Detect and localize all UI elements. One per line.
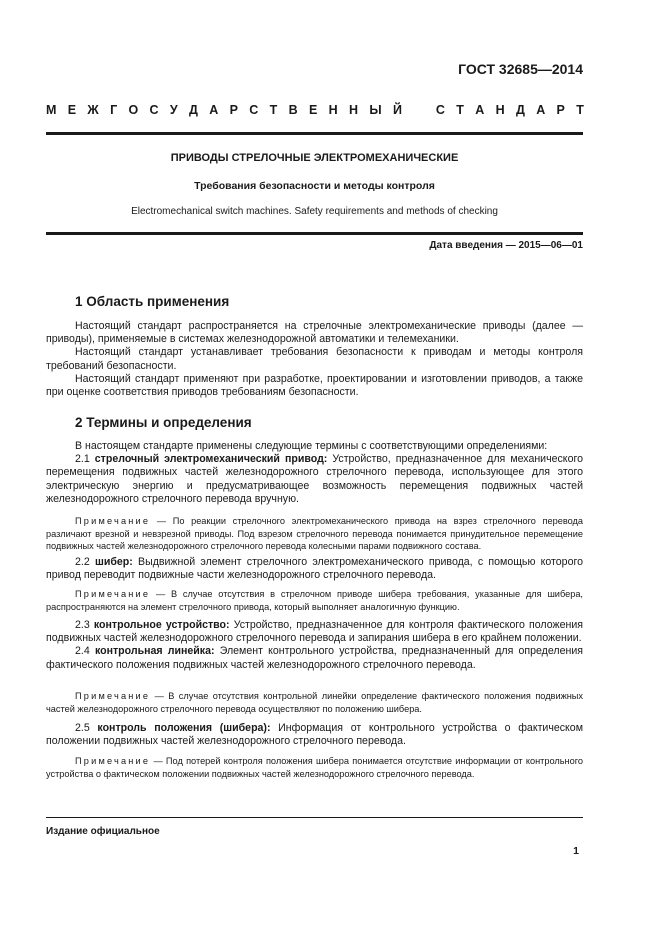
standard-code: ГОСТ 32685—2014: [458, 61, 583, 77]
term-name: контроль положения (шибера):: [97, 722, 271, 734]
page-number: 1: [573, 845, 579, 857]
banner-letter: Ж: [87, 103, 99, 117]
note-label: Примечание: [75, 691, 151, 701]
banner-letter: Д: [189, 103, 198, 117]
english-title: Electromechanical switch machines. Safety requirements and methods of checking: [131, 206, 498, 217]
banner-letter: Р: [556, 103, 565, 117]
intro-paragraph: В настоящем стандарте применены следующие термины с соответствующими определениями:: [75, 440, 548, 452]
title-divider: [46, 232, 583, 235]
banner-letter: А: [209, 103, 219, 117]
note-2-1: Примечание — По реакции стрелочного электромеханического привода на взрез стрелочного перевода различают врезной и невзрезной приводы. Под взрезом стрелочного перевода понимается принудительное перемещение подвижных частей железнодорожного стрелочного перевода колесными парами подвижного состава.: [46, 516, 583, 551]
banner-letter: У: [169, 103, 178, 117]
note-label: Примечание: [75, 756, 151, 766]
note-2-5: Примечание — Под потерей контроля положения шибера понимается отсутствие информации от контрольного устройства о фактическом положении подвижных частей железнодорожного стрелочного перевода.: [46, 756, 583, 779]
paragraph: Настоящий стандарт применяют при разработке, проектировании и изготовлении приводов, а также при оценке соответствия приводов требованиям безопасности.: [46, 372, 583, 399]
section-2-intro-block: [46, 440, 583, 506]
banner-letter: Е: [67, 103, 77, 117]
banner-letter: С: [249, 103, 259, 117]
banner-letter: Т: [576, 103, 584, 117]
interstate-standard-banner: [46, 103, 584, 117]
official-edition-label: Издание официальное: [46, 826, 160, 837]
term-2-2: 2.2 шибер: Выдвижной элемент стрелочного электромеханического привода, с помощью которого привод переводит подвижные части железнодорожного стрелочного перевода.: [46, 556, 583, 582]
banner-letter: Т: [456, 103, 464, 117]
banner-letter: Е: [308, 103, 318, 117]
document-subtitle: Требования безопасности и методы контроля: [194, 180, 435, 192]
term-name: контрольное устройство:: [93, 619, 230, 631]
note-label: Примечание: [75, 516, 151, 526]
banner-letter: А: [475, 103, 485, 117]
banner-letter: Н: [349, 103, 359, 117]
term-name: шибер:: [94, 556, 133, 568]
note-2-4: Примечание — В случае отсутствия контрольной линейки определение фактического положения подвижных частей железнодорожного стрелочного перевода осуществляют по положению шибера.: [46, 691, 583, 714]
section-1-body: [46, 320, 583, 399]
term-2-3-and-2-4: 2.3 контрольное устройство: Устройство, предназначенное для контроля фактического положения подвижных частей железнодорожного стрелочного перевода и запирания шибера в его крайнем положении. 2.4 контрольная линейка: Элемент контрольного устройства, предназначенный для определения фактического положения подвижных частей железнодорожного стрелочного перевода.: [46, 619, 583, 671]
banner-letter: О: [128, 103, 139, 117]
term-name: контрольная линейка:: [94, 645, 215, 658]
banner-letter: В: [288, 103, 298, 117]
effective-date: Дата введения — 2015—06—01: [429, 240, 583, 251]
banner-letter: Й: [392, 103, 402, 117]
note-2-2: Примечание — В случае отсутствия в стрелочном приводе шибера требования, указанные для шибера, распространяются на элемент стрелочного привода, который выполняет аналогичную функцию.: [46, 589, 583, 612]
top-divider: [46, 132, 583, 135]
term-2-5: 2.5 контроль положения (шибера): Информация от контрольного устройства о фактическом положении подвижных частей железнодорожного стрелочного перевода.: [46, 722, 583, 748]
footer-divider: [46, 817, 583, 818]
banner-letter: Н: [328, 103, 338, 117]
term-2-1: 2.1 стрелочный электромеханический привод: Устройство, предназначенное для механического перемещения подвижных частей железнодорожного стрелочного перевода, использующее для этого электрическую энергию и предусматривающее возможность перемещения подвижных частей железнодорожного стрелочного перевода вручную.: [46, 453, 583, 505]
banner-letter: А: [536, 103, 546, 117]
banner-letter: Г: [110, 103, 118, 117]
banner-letter: М: [46, 103, 57, 117]
paragraph: Настоящий стандарт устанавливает требования безопасности к приводам и методы контроля требований безопасности.: [46, 346, 583, 372]
banner-letter: Т: [269, 103, 278, 117]
banner-letter: С: [435, 103, 445, 117]
banner-letter: Р: [229, 103, 238, 117]
note-label: Примечание: [75, 589, 151, 599]
paragraph: Настоящий стандарт распространяется на стрелочные электромеханические приводы (далее — приводы), применяемые в системах железнодорожной автоматики и телемеханики.: [46, 320, 583, 346]
banner-letter: Ы: [369, 103, 382, 117]
banner-letter: Д: [515, 103, 525, 117]
section-2-heading: 2 Термины и определения: [75, 415, 252, 430]
banner-letter: Н: [495, 103, 505, 117]
term-name: стрелочный электромеханический привод:: [94, 453, 328, 466]
section-1-heading: 1 Область применения: [75, 294, 230, 309]
document-title: ПРИВОДЫ СТРЕЛОЧНЫЕ ЭЛЕКТРОМЕХАНИЧЕСКИЕ: [170, 152, 459, 164]
banner-letter: С: [149, 103, 159, 117]
